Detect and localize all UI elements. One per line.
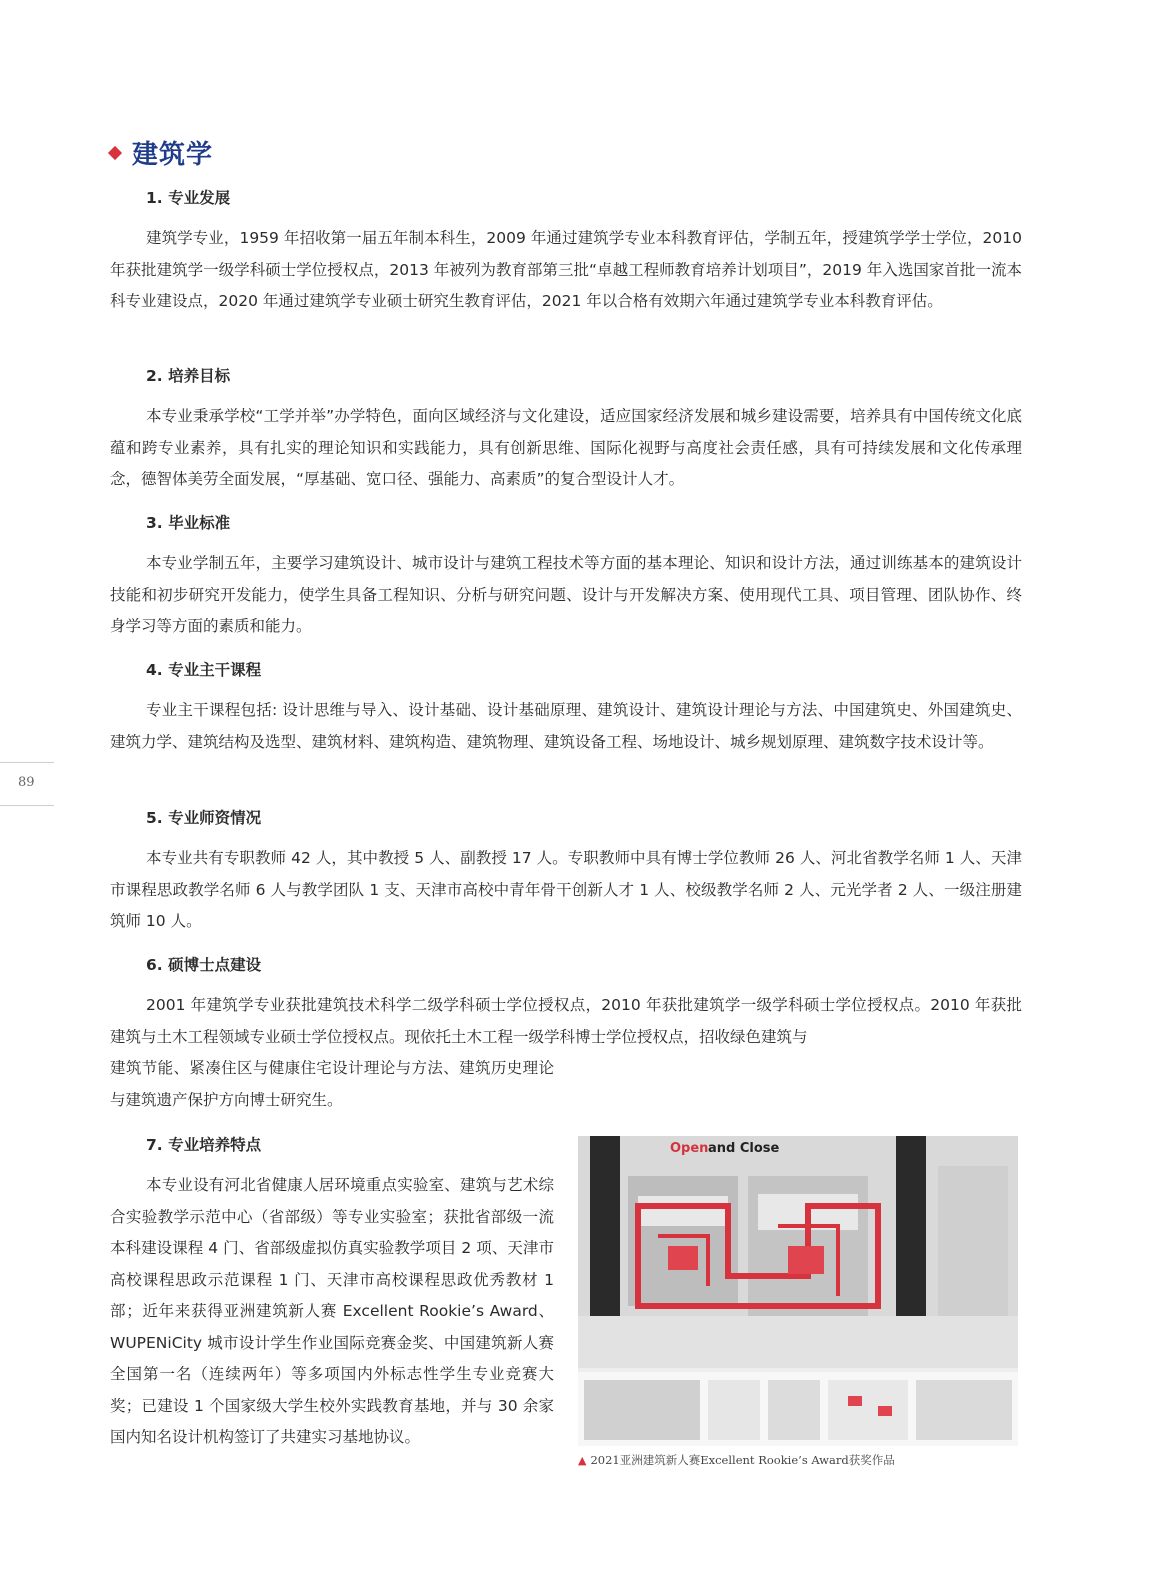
paragraph-4: 专业主干课程包括: 设计思维与导入、设计基础、设计基础原理、建筑设计、建筑设计理论与方法、中国建筑史、外国建筑史、建筑力学、建筑结构及选型、建筑材料、建筑构造、建筑物理、建筑设备工程、场地设计、城乡规划原理、建筑数字技术设计等。 [110,701,1022,751]
paragraph-2: 本专业秉承学校“工学并举”办学特色，面向区域经济与文化建设，适应国家经济发展和城乡建设需要，培养具有中国传统文化底蕴和跨专业素养，具有扎实的理论知识和实践能力，具有创新思维、国际化视野与高度社会责任感，具有可持续发展和文化传承理念，德智体美劳全面发展，“厚基础、宽口径、强能力、高素质”的复合型设计人才。 [110,407,1022,488]
page-number-box [0,762,54,806]
poster-title-open: Open [670,1141,709,1156]
heading-2: 2. 培养目标 [146,367,231,385]
poster-illustration [578,1136,1018,1446]
heading-6: 6. 硕博士点建设 [146,956,262,974]
award-poster-image [578,1136,1018,1446]
paragraph-3: 本专业学制五年，主要学习建筑设计、城市设计与建筑工程技术等方面的基本理论、知识和设计方法，通过训练基本的建筑设计技能和初步研究开发能力，使学生具备工程知识、分析与研究问题、设计与开发解决方案、使用现代工具、项目管理、团队协作、终身学习等方面的素质和能力。 [110,554,1022,635]
heading-5: 5. 专业师资情况 [146,809,262,827]
figure-caption [578,1452,895,1468]
section-title [110,134,213,171]
triangle-icon: ▲ [578,1453,587,1467]
paragraph-6-narrow: 建筑节能、紧凑住区与健康住宅设计理论与方法、建筑历史理论与建筑遗产保护方向博士研究生。 [110,1059,554,1109]
heading-3: 3. 毕业标准 [146,514,231,532]
paragraph-1: 建筑学专业，1959 年招收第一届五年制本科生，2009 年通过建筑学专业本科教育评估，学制五年，授建筑学学士学位，2010 年获批建筑学一级学科硕士学位授权点，2013 年被列为教育部第三批“卓越工程师教育培养计划项目”，2019 年入选国家首批一流本科专业建设点，2020 年通过建筑学专业硕士研究生教育评估，2021 年以合格有效期六年通过建筑学专业本科教育评估。 [110,229,1022,310]
paragraph-6-full: 2001 年建筑学专业获批建筑技术科学二级学科硕士学位授权点，2010 年获批建筑学一级学科硕士学位授权点。2010 年获批建筑与土木工程领域专业硕士学位授权点。现依托土木工程一级学科博士学位授权点，招收绿色建筑与 [110,996,1022,1046]
heading-1: 1. 专业发展 [146,189,231,207]
heading-4: 4. 专业主干课程 [146,661,262,679]
heading-7: 7. 专业培养特点 [146,1136,262,1154]
poster-title-close: and Close [708,1141,780,1156]
page-title: 建筑学 [132,140,214,170]
paragraph-5: 本专业共有专职教师 42 人，其中教授 5 人、副教授 17 人。专职教师中具有博士学位教师 26 人、河北省教学名师 1 人、天津市课程思政教学名师 6 人与教学团队 1 支、天津市高校中青年骨干创新人才 1 人、校级教学名师 2 人、元光学者 2 人、一级注册建筑师 10 人。 [110,849,1022,930]
paragraph-7: 本专业设有河北省健康人居环境重点实验室、建筑与艺术综合实验教学示范中心（省部级）等专业实验室；获批省部级一流本科建设课程 4 门、省部级虚拟仿真实验教学项目 2 项、天津市高校课程思政示范课程 1 门、天津市高校课程思政优秀教材 1 部；近年来获得亚洲建筑新人赛 Excellent Rookie’s Award、WUPENiCity 城市设计学生作业国际竞赛金奖、中国建筑新人赛全国第一名（连续两年）等多项国内外标志性学生专业竞赛大奖；已建设 1 个国家级大学生校外实践教育基地，并与 30 余家国内知名设计机构签订了共建实习基地协议。 [110,1176,554,1446]
figure-caption-text: 2021亚洲建筑新人赛Excellent Rookie’s Award获奖作品 [590,1453,895,1467]
diamond-bullet-icon [108,145,122,159]
page-number: 89 [18,775,35,790]
